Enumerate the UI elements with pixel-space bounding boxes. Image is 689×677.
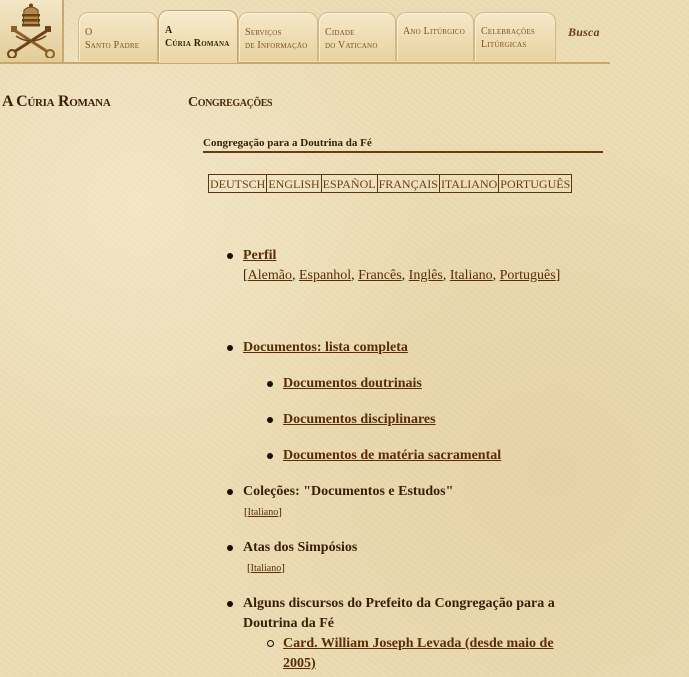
lang-italiano[interactable]: ITALIANO [440, 177, 498, 191]
list-bullet [227, 253, 233, 259]
levada-link-line1: Card. William Joseph Levada (desde maio de [283, 636, 554, 651]
list-item-atas: Atas dos Simpósios [243, 540, 358, 555]
doc-sacramental-link[interactable]: Documentos de matéria sacramental [283, 448, 502, 463]
list-item-colecoes: Coleções: "Documentos e Estudos" [243, 484, 454, 499]
lang-portugues[interactable]: PORTUGUÊS [500, 177, 571, 191]
atas-italiano-link[interactable]: Italiano [250, 563, 282, 574]
list-item-doc-doutrinais [283, 374, 422, 394]
list-item-discursos [243, 594, 555, 634]
discursos-label-line1: Alguns discursos do Prefeito da Congregação para a [243, 596, 555, 611]
tab-label-line2: Cúria Romana [165, 38, 230, 49]
search-button[interactable] [562, 12, 610, 61]
tab-santo-padre[interactable] [78, 12, 158, 61]
list-bullet [267, 381, 273, 387]
tab-label-line2: Litúrgicas [481, 39, 527, 50]
page-title: Congregações [188, 95, 273, 110]
tab-servicos-informacao[interactable] [238, 12, 318, 61]
vatican-logo[interactable] [0, 0, 64, 64]
lang-english[interactable]: ENGLISH [268, 177, 320, 191]
tab-label-line2: Santo Padre [85, 40, 140, 51]
list-bullet [267, 453, 273, 459]
tab-celebracoes-liturgicas[interactable] [474, 12, 556, 61]
list-bullet [267, 417, 273, 423]
section-title: A Cúria Romana [2, 93, 111, 110]
lang-espanol[interactable]: ESPAÑOL [322, 177, 376, 191]
lang-francais[interactable]: FRANÇAIS [378, 177, 438, 191]
perfil-lang-ingles[interactable]: Inglês [408, 268, 443, 283]
list-item-perfil [243, 246, 276, 266]
doc-doutrinais-link[interactable]: Documentos doutrinais [283, 376, 422, 391]
list-bullet [227, 601, 233, 607]
tab-ano-liturgico[interactable] [396, 12, 474, 61]
levada-link-line2: 2005) [283, 656, 316, 671]
perfil-lang-frances[interactable]: Francês [358, 268, 402, 283]
levada-link[interactable] [283, 636, 554, 671]
colecoes-links: [Italiano] [244, 506, 282, 518]
colecoes-italiano-link[interactable]: Italiano [247, 507, 279, 518]
perfil-link[interactable]: Perfil [243, 248, 277, 263]
lang-deutsch[interactable]: DEUTSCH [210, 177, 266, 191]
perfil-lang-portugues[interactable]: Português [499, 268, 556, 283]
list-bullet [227, 489, 233, 495]
papal-keys-icon [4, 2, 58, 58]
tab-cidade-vaticano[interactable] [318, 12, 396, 61]
main-navigation [62, 0, 610, 64]
atas-links: [Italiano] [247, 562, 285, 574]
congregation-title: Congregação para a Doutrina da Fé [203, 137, 603, 153]
perfil-translations: [Alemão, Espanhol, Francês, Inglês, Italiano, Português] [243, 268, 561, 283]
list-circle-bullet [267, 640, 274, 647]
tab-label-line1: A [165, 25, 173, 36]
list-item-doc-disciplinares [283, 410, 436, 430]
tab-label-line2: do Vaticano [325, 40, 378, 51]
list-item-doc-sacramental [283, 446, 501, 466]
tab-label-line1: Celebrações [481, 26, 535, 37]
list-bullet [227, 545, 233, 551]
list-bullet [227, 345, 233, 351]
discursos-label-line2: Doutrina da Fé [243, 616, 334, 631]
search-label: Busca [568, 25, 600, 39]
list-item-levada [283, 634, 554, 674]
list-item-documentos [243, 338, 408, 358]
doc-disciplinares-link[interactable]: Documentos disciplinares [283, 412, 436, 427]
documentos-lista-link[interactable]: Documentos: lista completa [243, 340, 408, 355]
perfil-lang-italiano[interactable]: Italiano [449, 268, 493, 283]
tab-label-line1: Serviços [245, 27, 282, 38]
tab-label-line2: de Informação [245, 40, 308, 51]
perfil-lang-alemao[interactable]: Alemão [247, 268, 292, 283]
tab-curia-romana[interactable] [158, 10, 238, 63]
language-selector [208, 174, 572, 193]
tab-label-line1: O [85, 27, 93, 38]
tab-label-line1: Ano Litúrgico [403, 26, 465, 37]
perfil-lang-espanhol[interactable]: Espanhol [299, 268, 352, 283]
tab-label-line1: Cidade [325, 27, 355, 38]
